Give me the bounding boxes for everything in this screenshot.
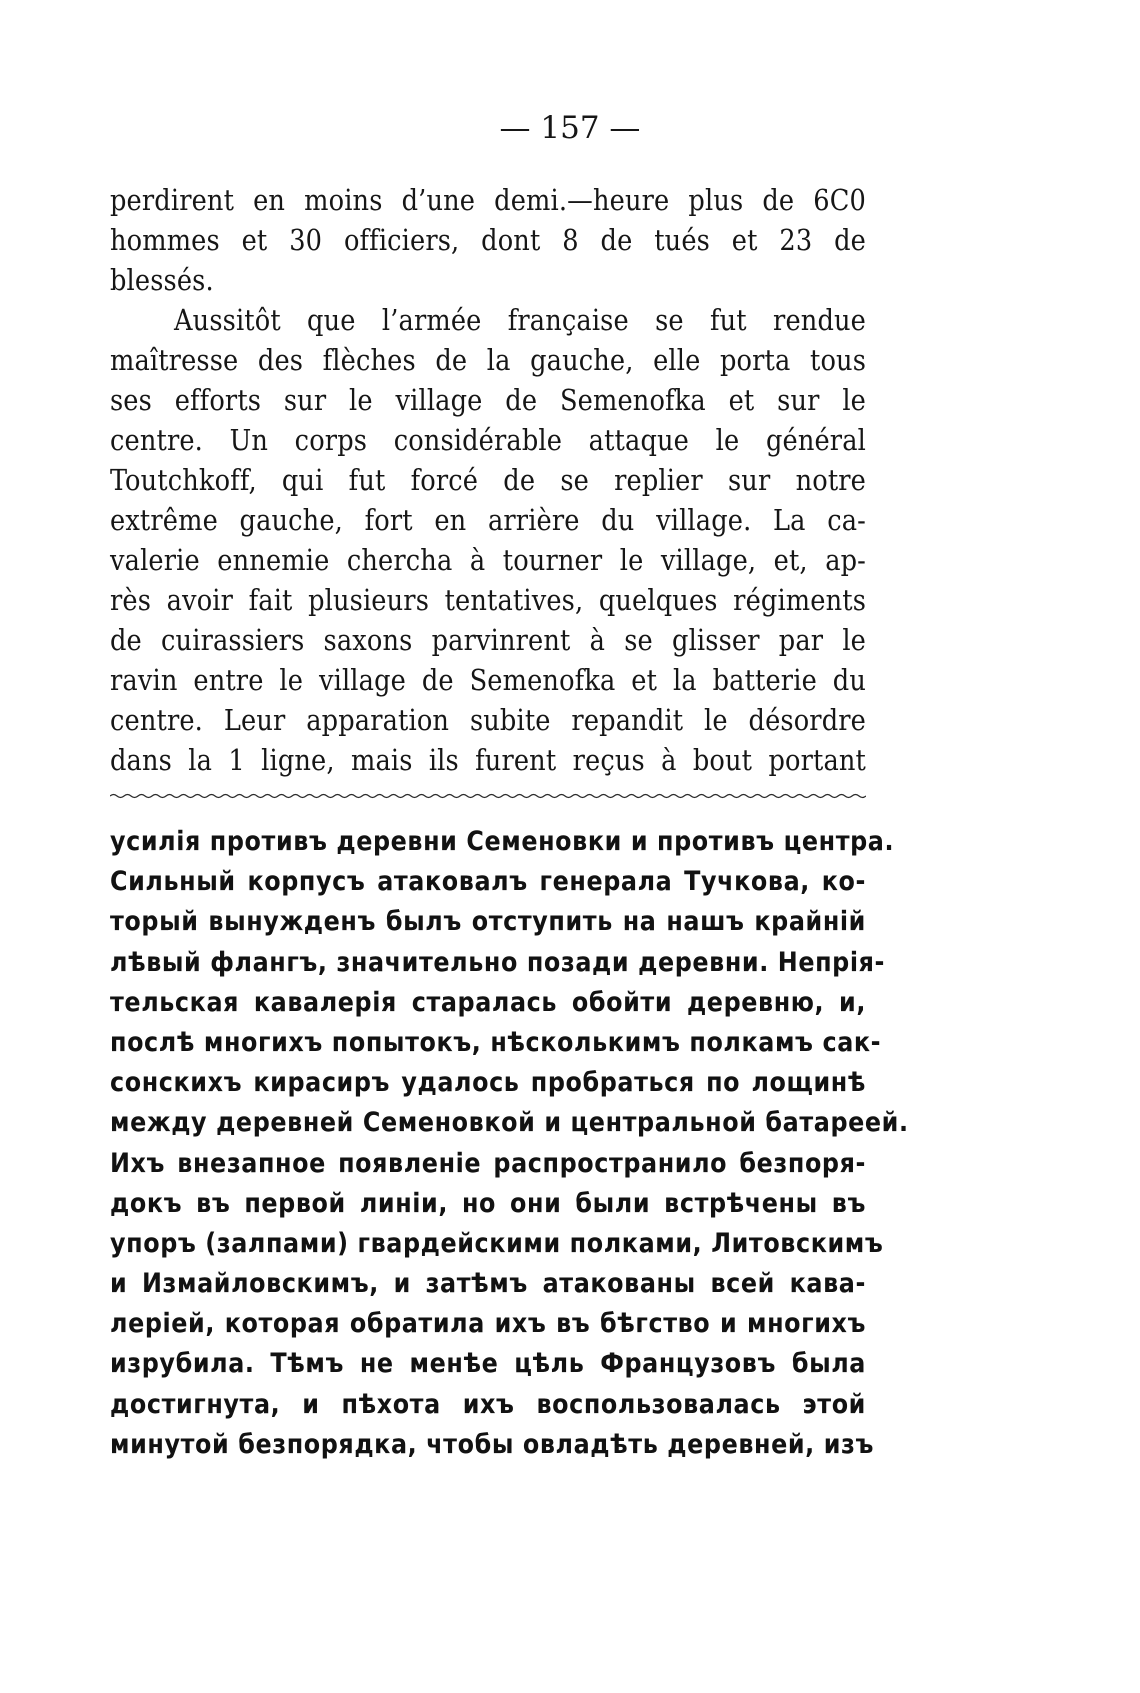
text-line: усилія противъ деревни Семеновки и противъ центра. — [110, 826, 895, 857]
text-line: valerie ennemie chercha à tourner le village, et, ap- — [110, 544, 866, 577]
russian-text-block — [110, 822, 909, 1465]
text-line: ses efforts sur le village de Semenofka et sur le — [110, 384, 866, 417]
text-line: тельская кавалерія старалась обойти деревню, и, — [110, 986, 866, 1018]
text-line: hommes et 30 officiers, dont 8 de tués et 23 de — [110, 224, 866, 257]
text-line: Ихъ внезапное появленіе распространило безпоря- — [110, 1147, 866, 1179]
text-line: Aussitôt que l’armée française se fut rendue — [174, 304, 866, 337]
text-line: extrême gauche, fort en arrière du village. La ca- — [110, 504, 866, 537]
text-line: и Измайловскимъ, и затѣмъ атакованы всей кава- — [110, 1268, 866, 1300]
text-line: centre. Un corps considérable attaque le général — [110, 424, 866, 457]
text-line: леріей, которая обратила ихъ въ бѣгство и многихъ — [110, 1308, 866, 1340]
text-line: упоръ (залпами) гвардейскими полками, Литовскимъ — [110, 1227, 884, 1259]
text-line: между деревней Семеновкой и центральной батареей. — [110, 1107, 909, 1139]
text-line: Toutchkoff, qui fut forcé de se replier sur notre — [110, 464, 866, 497]
text-line: ravin entre le village de Semenofka et la batterie du — [110, 664, 866, 697]
page-number: — 157 — — [499, 110, 641, 146]
text-line: послѣ многихъ попытокъ, нѣсколькимъ полкамъ сак- — [110, 1026, 882, 1058]
text-line: dans la 1 ligne, mais ils furent reçus à bout portant — [110, 744, 866, 777]
text-line: минутой безпорядка, чтобы овладѣть деревней, изъ — [110, 1428, 875, 1460]
text-line: сонскихъ кирасиръ удалось пробраться по лощинѣ — [110, 1067, 866, 1099]
text-line: лѣвый флангъ, значительно позади деревни. Непрія- — [110, 946, 886, 978]
text-line: perdirent en moins d’une demi.—heure plus de 6C0 — [110, 184, 866, 217]
text-line: торый вынужденъ былъ отступить на нашъ крайній — [110, 906, 866, 938]
text-line: Сильный корпусъ атаковалъ генерала Тучкова, ко- — [110, 866, 866, 898]
french-text-block — [110, 181, 866, 781]
text-line: maîtresse des flèches de la gauche, elle porta tous — [110, 344, 866, 377]
text-line: de cuirassiers saxons parvinrent à se glisser par le — [110, 624, 866, 657]
wavy-separator-line — [110, 790, 866, 802]
text-line: изрубила. Тѣмъ не менѣе цѣль Французовъ была — [110, 1348, 866, 1380]
text-line: rès avoir fait plusieurs tentatives, quelques régiments — [110, 584, 866, 617]
text-line: достигнута, и пѣхота ихъ воспользовалась этой — [110, 1388, 866, 1420]
text-line: blessés. — [110, 264, 214, 297]
wavy-separator — [110, 790, 866, 802]
text-line: докъ въ первой линіи, но они были встрѣчены въ — [110, 1187, 866, 1219]
text-line: centre. Leur apparation subite repandit le désordre — [110, 704, 866, 737]
